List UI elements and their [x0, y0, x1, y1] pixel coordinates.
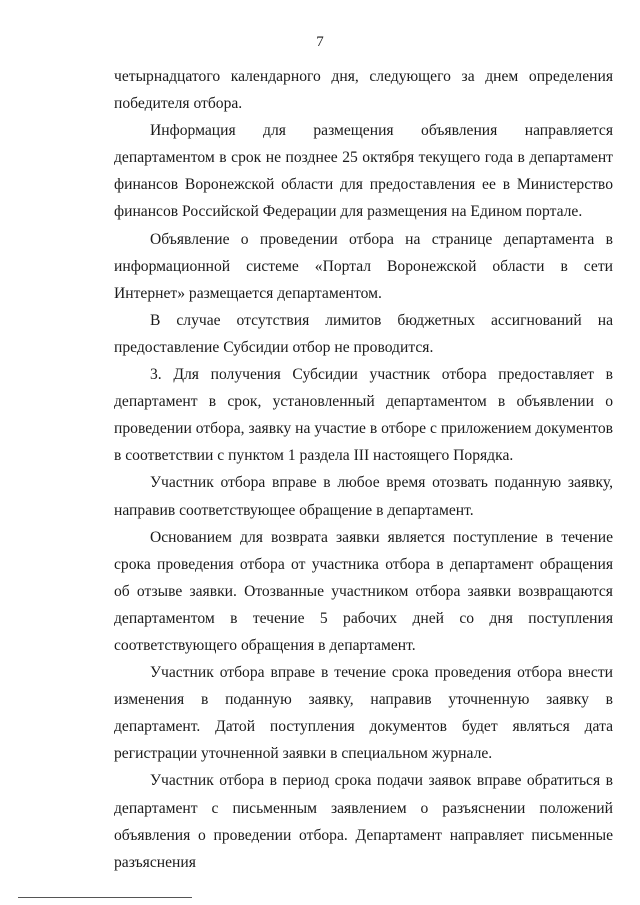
- paragraph-announcement-portal: Объявление о проведении отбора на странице департамента в информационной системе «Портал Воронежской области в сети Интернет» размещается департаментом.: [114, 230, 613, 302]
- paragraph-announcement-info: Информация для размещения объявления направляется департаментом в срок не позднее 25 октября текущего года в департамент финансов Воронежской области для предоставления ее в Министерство финансов Российской Федерации для размещения на Едином портале.: [114, 122, 613, 221]
- paragraph-continuation: четырнадцатого календарного дня, следующего за днем определения победителя отбора.: [114, 68, 613, 113]
- paragraph-clarification-request: Участник отбора в период срока подачи заявок вправе обратиться в департамент с письменным заявлением о разъяснении положений объявления о проведении отбора. Департамент направляет письменные разъяснения: [114, 772, 613, 871]
- paragraph-amend-application: Участник отбора вправе в течение срока проведения отбора внести изменения в поданную заявку, направив уточненную заявку в департамент. Датой поступления документов будет являться дата регистрации уточненной заявки в специальном журнале.: [114, 664, 613, 763]
- page-number: 7: [316, 34, 324, 50]
- paragraph-no-limits: В случае отсутствия лимитов бюджетных ассигнований на предоставление Субсидии отбор не проводится.: [114, 311, 613, 356]
- paragraph-withdraw-application: Участник отбора вправе в любое время отозвать поданную заявку, направив соответствующее обращение в департамент.: [114, 474, 613, 519]
- document-body: [114, 63, 613, 876]
- footer-divider: [18, 897, 192, 898]
- paragraph-item-3: 3. Для получения Субсидии участник отбора предоставляет в департамент в срок, установленный департаментом в объявлении о проведении отбора, заявку на участие в отборе с приложением документов в соответствии с пунктом 1 раздела III настоящего Порядка.: [114, 366, 613, 465]
- paragraph-return-basis: Основанием для возврата заявки является поступление в течение срока проведения отбора от участника отбора в департамент обращения об отзыве заявки. Отозванные участником отбора заявки возвращаются департаментом в течение 5 рабочих дней со дня поступления соответствующего обращения в департамент.: [114, 528, 613, 654]
